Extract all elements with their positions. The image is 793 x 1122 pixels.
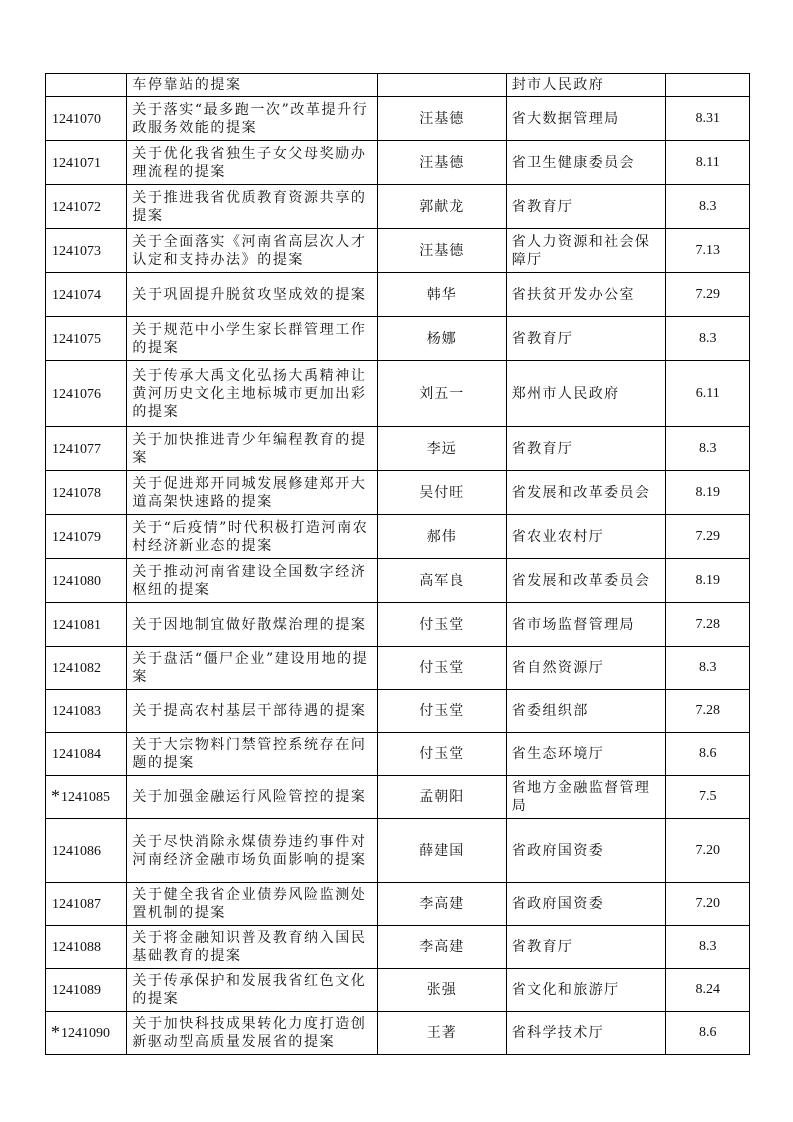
priority-star-icon: * bbox=[51, 786, 60, 806]
proposal-number: 1241074 bbox=[52, 287, 101, 303]
proposal-number-cell bbox=[46, 273, 127, 317]
table-row bbox=[46, 883, 750, 926]
proposer-name: 郝伟 bbox=[377, 515, 506, 559]
proposal-title: 关于大宗物料门禁管控系统存在问题的提案 bbox=[127, 733, 377, 776]
reply-date: 8.6 bbox=[666, 1012, 750, 1055]
table-row bbox=[46, 229, 750, 273]
handling-unit: 省教育厅 bbox=[506, 926, 666, 969]
reply-date: 8.19 bbox=[666, 471, 750, 515]
reply-date: 8.3 bbox=[666, 647, 750, 690]
proposal-number-cell bbox=[46, 690, 127, 733]
table-row bbox=[46, 141, 750, 185]
proposal-number: 1241081 bbox=[52, 617, 101, 633]
handling-unit: 封市人民政府 bbox=[506, 74, 666, 97]
proposal-number-cell bbox=[46, 559, 127, 603]
reply-date: 8.3 bbox=[666, 926, 750, 969]
proposer-name bbox=[377, 74, 506, 97]
proposal-number-cell bbox=[46, 776, 127, 819]
reply-date: 7.28 bbox=[666, 603, 750, 647]
proposal-title: 关于加强金融运行风险管控的提案 bbox=[127, 776, 377, 819]
table-row bbox=[46, 559, 750, 603]
proposal-number-cell bbox=[46, 733, 127, 776]
reply-date: 7.5 bbox=[666, 776, 750, 819]
proposal-number-cell bbox=[46, 1012, 127, 1055]
proposal-number: 1241077 bbox=[52, 441, 101, 457]
handling-unit: 省发展和改革委员会 bbox=[506, 471, 666, 515]
proposer-name: 杨娜 bbox=[377, 317, 506, 361]
table-row bbox=[46, 733, 750, 776]
proposal-number: 1241076 bbox=[52, 386, 101, 402]
proposal-number: 1241084 bbox=[52, 747, 101, 762]
priority-star-icon: * bbox=[51, 1022, 60, 1042]
reply-date: 8.6 bbox=[666, 733, 750, 776]
table-row bbox=[46, 926, 750, 969]
proposer-name: 高军良 bbox=[377, 559, 506, 603]
handling-unit: 省委组织部 bbox=[506, 690, 666, 733]
handling-unit: 省市场监督管理局 bbox=[506, 603, 666, 647]
handling-unit: 省政府国资委 bbox=[506, 883, 666, 926]
proposer-name: 李远 bbox=[377, 427, 506, 471]
proposer-name: 吴付旺 bbox=[377, 471, 506, 515]
proposal-number-cell bbox=[46, 317, 127, 361]
proposal-title: 关于尽快消除永煤债券违约事件对河南经济金融市场负面影响的提案 bbox=[127, 819, 377, 883]
proposal-number: 1241071 bbox=[52, 155, 101, 171]
handling-unit: 省教育厅 bbox=[506, 185, 666, 229]
proposal-number: 1241085 bbox=[61, 790, 110, 805]
proposal-number-cell bbox=[46, 926, 127, 969]
handling-unit: 省政府国资委 bbox=[506, 819, 666, 883]
proposer-name: 汪基德 bbox=[377, 229, 506, 273]
reply-date: 8.19 bbox=[666, 559, 750, 603]
proposer-name: 张强 bbox=[377, 969, 506, 1012]
handling-unit: 省扶贫开发办公室 bbox=[506, 273, 666, 317]
proposal-number: 1241080 bbox=[52, 573, 101, 589]
proposer-name: 付玉堂 bbox=[377, 647, 506, 690]
proposal-title: 关于全面落实《河南省高层次人才认定和支持办法》的提案 bbox=[127, 229, 377, 273]
proposer-name: 刘五一 bbox=[377, 361, 506, 427]
proposal-number: 1241073 bbox=[52, 243, 101, 259]
table-row bbox=[46, 515, 750, 559]
proposer-name: 孟朝阳 bbox=[377, 776, 506, 819]
table-row bbox=[46, 471, 750, 515]
reply-date: 7.20 bbox=[666, 883, 750, 926]
proposer-name: 李高建 bbox=[377, 883, 506, 926]
proposal-title: 关于将金融知识普及教育纳入国民基础教育的提案 bbox=[127, 926, 377, 969]
proposal-title: 关于加快推进青少年编程教育的提案 bbox=[127, 427, 377, 471]
proposal-table-body bbox=[46, 74, 750, 1055]
proposal-title: 关于促进郑开同城发展修建郑开大道高架快速路的提案 bbox=[127, 471, 377, 515]
proposal-number: 1241078 bbox=[52, 485, 101, 501]
proposal-title: 关于落实“最多跑一次”改革提升行政服务效能的提案 bbox=[127, 97, 377, 141]
handling-unit: 省教育厅 bbox=[506, 427, 666, 471]
proposal-number-cell bbox=[46, 819, 127, 883]
proposal-title: 关于优化我省独生子女父母奖励办理流程的提案 bbox=[127, 141, 377, 185]
proposer-name: 王著 bbox=[377, 1012, 506, 1055]
handling-unit: 省卫生健康委员会 bbox=[506, 141, 666, 185]
proposal-title: 关于健全我省企业债券风险监测处置机制的提案 bbox=[127, 883, 377, 926]
proposal-title: 关于规范中小学生家长群管理工作的提案 bbox=[127, 317, 377, 361]
reply-date: 7.28 bbox=[666, 690, 750, 733]
proposal-number: 1241087 bbox=[52, 897, 101, 912]
proposal-number: 1241079 bbox=[52, 529, 101, 545]
handling-unit: 省农业农村厅 bbox=[506, 515, 666, 559]
table-row bbox=[46, 647, 750, 690]
table-row bbox=[46, 603, 750, 647]
table-row bbox=[46, 969, 750, 1012]
table-row bbox=[46, 97, 750, 141]
table-row bbox=[46, 776, 750, 819]
proposal-number-cell bbox=[46, 97, 127, 141]
proposal-number: 1241090 bbox=[61, 1026, 110, 1041]
handling-unit: 省文化和旅游厅 bbox=[506, 969, 666, 1012]
handling-unit: 省发展和改革委员会 bbox=[506, 559, 666, 603]
proposal-number-cell bbox=[46, 603, 127, 647]
proposal-number-cell bbox=[46, 471, 127, 515]
reply-date: 8.11 bbox=[666, 141, 750, 185]
table-row bbox=[46, 74, 750, 97]
proposal-title: 关于因地制宜做好散煤治理的提案 bbox=[127, 603, 377, 647]
table-row bbox=[46, 427, 750, 471]
table-row bbox=[46, 690, 750, 733]
handling-unit: 省生态环境厅 bbox=[506, 733, 666, 776]
proposer-name: 韩华 bbox=[377, 273, 506, 317]
proposal-number-cell bbox=[46, 427, 127, 471]
reply-date: 8.3 bbox=[666, 317, 750, 361]
proposal-number-cell bbox=[46, 361, 127, 427]
table-row bbox=[46, 361, 750, 427]
reply-date: 7.29 bbox=[666, 273, 750, 317]
proposal-number-cell bbox=[46, 969, 127, 1012]
proposal-number-cell bbox=[46, 883, 127, 926]
reply-date: 6.11 bbox=[666, 361, 750, 427]
proposer-name: 薛建国 bbox=[377, 819, 506, 883]
table-row bbox=[46, 185, 750, 229]
reply-date: 8.3 bbox=[666, 185, 750, 229]
handling-unit: 郑州市人民政府 bbox=[506, 361, 666, 427]
proposal-title: 关于提高农村基层干部待遇的提案 bbox=[127, 690, 377, 733]
proposer-name: 汪基德 bbox=[377, 97, 506, 141]
table-row bbox=[46, 273, 750, 317]
proposal-number: 1241082 bbox=[52, 661, 101, 676]
proposal-number: 1241075 bbox=[52, 331, 101, 347]
reply-date: 7.13 bbox=[666, 229, 750, 273]
proposal-title: 关于“后疫情”时代积极打造河南农村经济新业态的提案 bbox=[127, 515, 377, 559]
reply-date: 8.3 bbox=[666, 427, 750, 471]
table-row bbox=[46, 819, 750, 883]
proposer-name: 李高建 bbox=[377, 926, 506, 969]
proposal-number: 1241083 bbox=[52, 704, 101, 719]
proposal-title: 关于盘活“僵尸企业”建设用地的提案 bbox=[127, 647, 377, 690]
proposal-number-cell bbox=[46, 185, 127, 229]
proposal-title: 关于推进我省优质教育资源共享的提案 bbox=[127, 185, 377, 229]
reply-date: 7.29 bbox=[666, 515, 750, 559]
proposer-name: 汪基德 bbox=[377, 141, 506, 185]
handling-unit: 省科学技术厅 bbox=[506, 1012, 666, 1055]
proposal-number-cell bbox=[46, 229, 127, 273]
reply-date: 7.20 bbox=[666, 819, 750, 883]
proposal-number: 1241072 bbox=[52, 199, 101, 215]
proposer-name: 付玉堂 bbox=[377, 690, 506, 733]
reply-date: 8.24 bbox=[666, 969, 750, 1012]
proposer-name: 付玉堂 bbox=[377, 733, 506, 776]
handling-unit: 省人力资源和社会保障厅 bbox=[506, 229, 666, 273]
proposal-number-cell bbox=[46, 515, 127, 559]
proposal-title: 关于传承大禹文化弘扬大禹精神让黄河历史文化主地标城市更加出彩的提案 bbox=[127, 361, 377, 427]
reply-date bbox=[666, 74, 750, 97]
proposer-name: 付玉堂 bbox=[377, 603, 506, 647]
proposal-number-cell bbox=[46, 74, 127, 97]
reply-date: 8.31 bbox=[666, 97, 750, 141]
proposal-title: 关于传承保护和发展我省红色文化的提案 bbox=[127, 969, 377, 1012]
handling-unit: 省地方金融监督管理局 bbox=[506, 776, 666, 819]
proposal-table bbox=[45, 73, 750, 1055]
proposal-title: 关于巩固提升脱贫攻坚成效的提案 bbox=[127, 273, 377, 317]
proposal-number-cell bbox=[46, 141, 127, 185]
proposer-name: 郭献龙 bbox=[377, 185, 506, 229]
proposal-number: 1241086 bbox=[52, 843, 101, 859]
proposal-number-cell bbox=[46, 647, 127, 690]
proposal-title: 关于推动河南省建设全国数字经济枢纽的提案 bbox=[127, 559, 377, 603]
table-row bbox=[46, 317, 750, 361]
handling-unit: 省自然资源厅 bbox=[506, 647, 666, 690]
proposal-number: 1241070 bbox=[52, 111, 101, 127]
proposal-number: 1241088 bbox=[52, 940, 101, 955]
proposal-number: 1241089 bbox=[52, 983, 101, 998]
proposal-title: 车停靠站的提案 bbox=[127, 74, 377, 97]
handling-unit: 省大数据管理局 bbox=[506, 97, 666, 141]
table-row bbox=[46, 1012, 750, 1055]
proposal-title: 关于加快科技成果转化力度打造创新驱动型高质量发展省的提案 bbox=[127, 1012, 377, 1055]
handling-unit: 省教育厅 bbox=[506, 317, 666, 361]
